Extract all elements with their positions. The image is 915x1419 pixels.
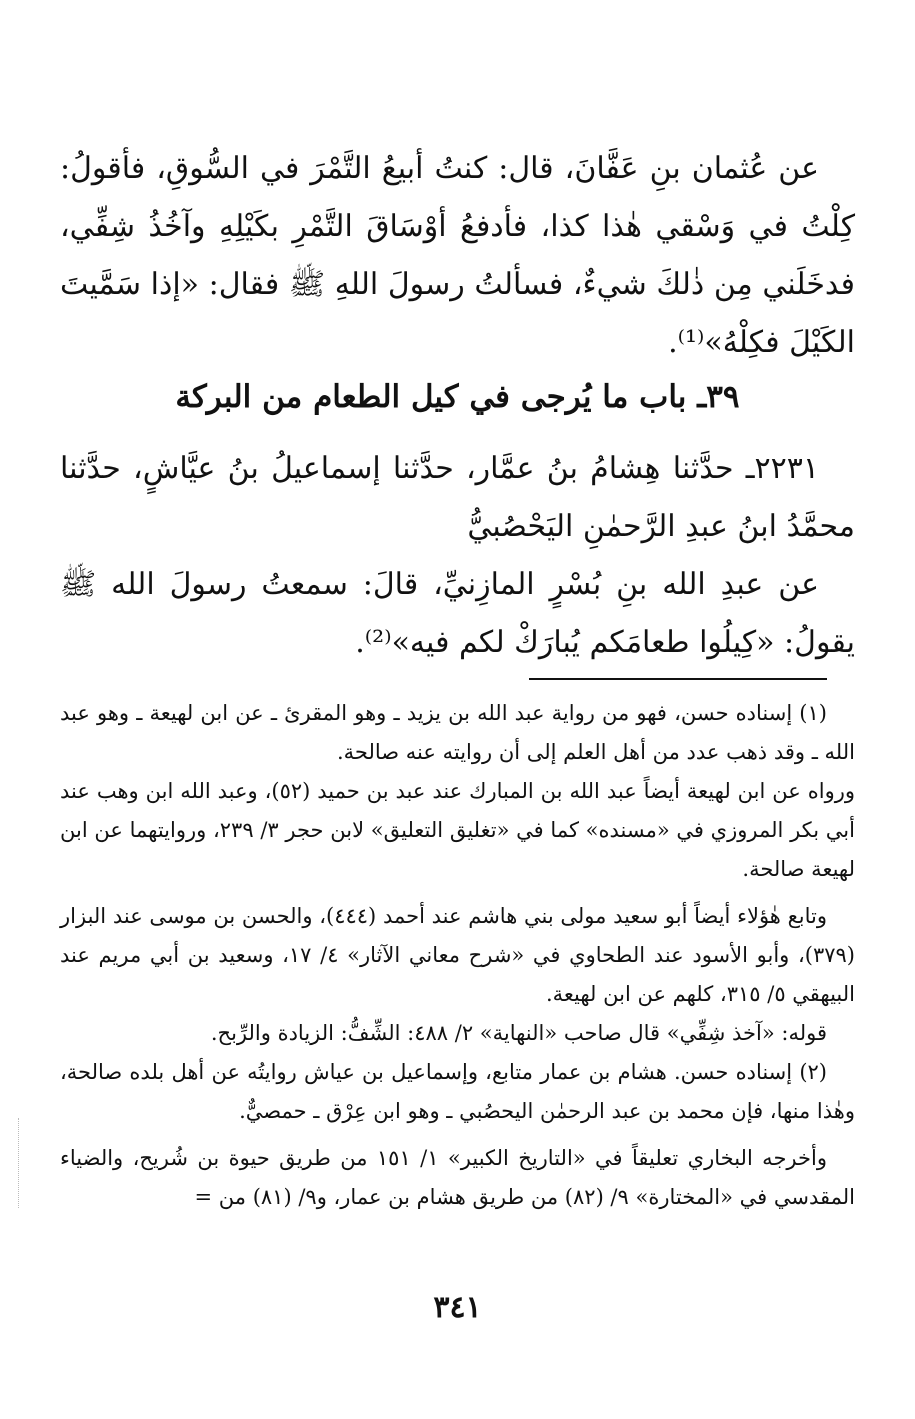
- footnote-1-paragraph: ورواه عن ابن لهيعة أيضاً عبد الله بن المبارك عند عبد بن حميد (٥٢)، وعبد الله ابن وهب عند أبي بكر المروزي في «مسنده» كما في «تغليق التعليق» لابن حجر ٣/ ٢٣٩، وروايتهما عن ابن لهيعة صالحة.: [60, 779, 855, 881]
- hadith-paragraph: عن عُثمان بنِ عَفَّانَ، قال: كنتُ أبيعُ التَّمْرَ في السُّوقِ، فأقولُ: كِلْتُ في وَسْقي هٰذا كذا، فأدفعُ أوْسَاقَ التَّمْرِ بكَيْلِهِ وآخُذُ شِفِّي، فدخَلَني مِن ذٰلكَ شيءٌ، فسألتُ رسولَ اللهِ ﷺ فقال: «إذا سَمَّيتَ الكَيْلَ فكِلْهُ»⁽¹⁾.: [60, 151, 855, 360]
- footnote-2-paragraph: وأخرجه البخاري تعليقاً في «التاريخ الكبير» ١/ ١٥١ من طريق حيوة بن شُريح، والضياء المقدسي في «المختارة» ٩/ (٨٢) من طريق هشام بن عمار، و٩/ (٨١) من =: [60, 1146, 855, 1209]
- footnote-1-paragraph: قوله: «آخذ شِفِّي» قال صاحب «النهاية» ٢/ ٤٨٨: الشِّفُّ: الزيادة والرِّبح.: [210, 1021, 827, 1045]
- isnad-paragraph: ٢٢٣١ـ حدَّثنا هِشامُ بنُ عمَّار، حدَّثنا إسماعيلُ بنُ عيَّاشٍ، حدَّثنا محمَّدُ ابنُ عبدِ الرَّحمٰنِ اليَحْصُبيُّ: [60, 451, 855, 544]
- scan-margin-mark: [18, 1118, 19, 1208]
- footnotes: [60, 694, 855, 1217]
- footnote-1-paragraph: وتابع هٰؤلاء أيضاً أبو سعيد مولى بني هاشم عند أحمد (٤٤٤)، والحسن بن موسى عند البزار (٣٧٩)، وأبو الأسود عند الطحاوي في «شرح معاني الآثار» ٤/ ١٧، وسعيد بن أبي مريم عند البيهقي ٥/ ٣١٥، كلهم عن ابن لهيعة.: [60, 904, 855, 1006]
- footnote-separator: [529, 678, 827, 680]
- main-text-matn: [60, 556, 855, 672]
- footnote-1-paragraph: (١) إسناده حسن، فهو من رواية عبد الله بن يزيد ـ وهو المقرئ ـ عن ابن لهيعة ـ وهو عبد الله ـ وقد ذهب عدد من أهل العلم إلى أن روايته عنه صالحة.: [60, 701, 855, 764]
- main-text-isnad: [60, 440, 855, 556]
- page-number: ٣٤١: [433, 1290, 482, 1325]
- main-text-top: [60, 140, 855, 372]
- chapter-heading: ٣٩ـ باب ما يُرجى في كيل الطعام من البركة: [175, 379, 740, 415]
- matn-paragraph: عن عبدِ الله بنِ بُسْرٍ المازِنيِّ، قالَ: سمعتُ رسولَ الله ﷺ يقولُ: «كِيلُوا طعامَكم يُبارَكْ لكم فيه»⁽²⁾.: [60, 567, 855, 660]
- footnote-2-paragraph: (٢) إسناده حسن. هشام بن عمار متابع، وإسماعيل بن عياش روايتُه عن أهل بلده صالحة، وهٰذا منها، فإن محمد بن عبد الرحمٰن اليحصُبي ـ وهو ابن عِرْق ـ حمصيٌّ.: [60, 1060, 855, 1123]
